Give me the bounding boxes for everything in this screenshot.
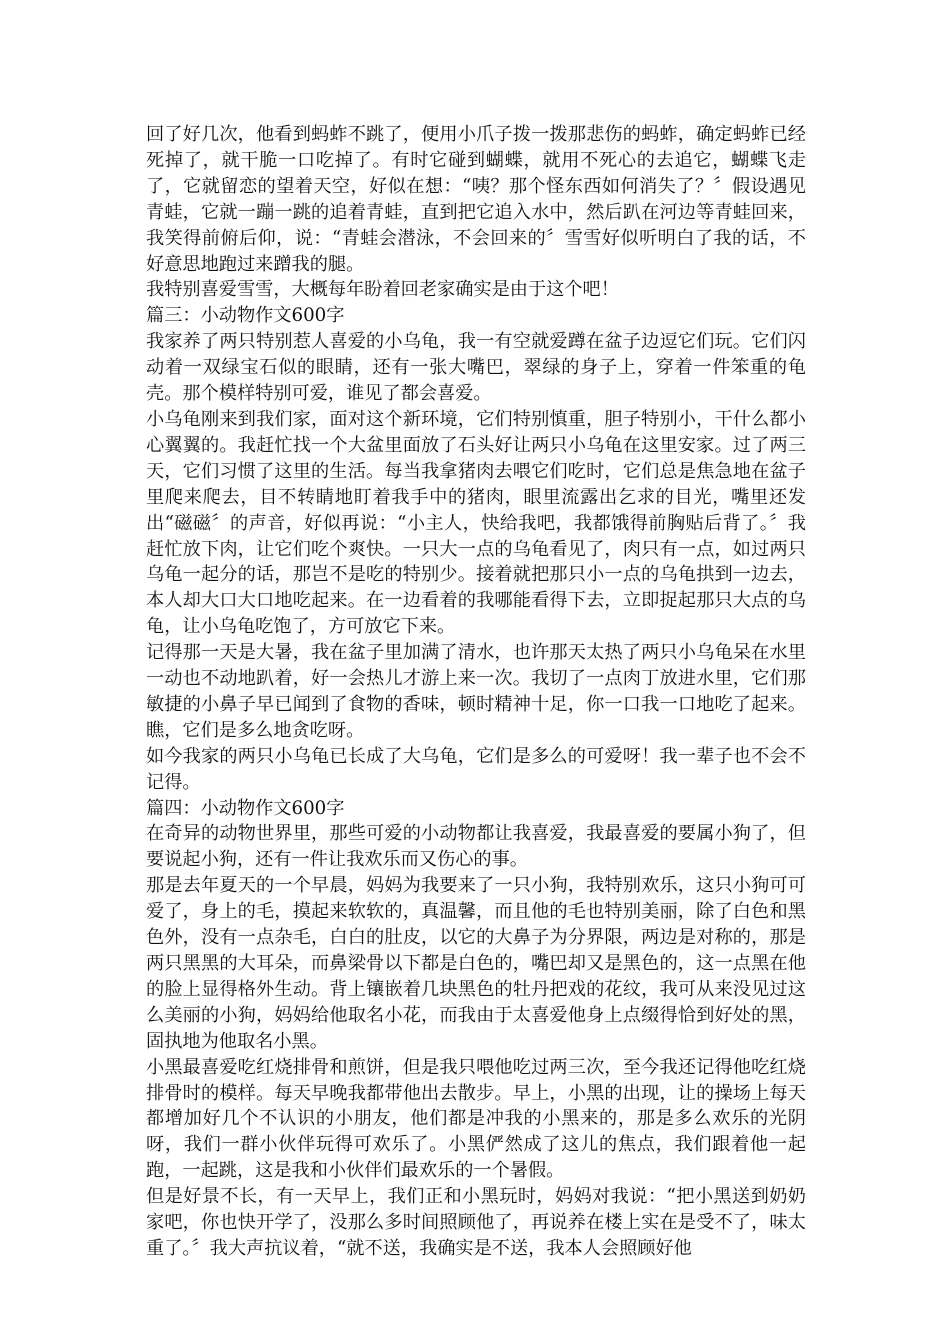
paragraph-2: 我特别喜爱雪雪，大概每年盼着回老家确实是由于这个吧！ bbox=[146, 279, 619, 301]
paragraph-12: 但是好景不长，有一天早上，我们正和小黑玩时，妈妈对我说：“把小黑送到奶奶家吧，你也快开学了，没那么多时间照顾他了，再说养在楼上实在是受不了，味太重了。〞我大声抗议着，“就不送，我确实是不送，我本人会照顾好他 bbox=[146, 1186, 806, 1259]
paragraph-9: 在奇异的动物世界里，那些可爱的小动物都让我喜爱，我最喜爱的要属小狗了，但要说起小狗，还有一件让我欢乐而又伤心的事。 bbox=[146, 823, 806, 871]
paragraph-5: 小乌龟刚来到我们家，面对这个新环境，它们特别慎重，胆子特别小，干什么都小心翼翼的。我赶忙找一个大盆里面放了石头好让两只小乌龟在这里安家。过了两三天，它们习惯了这里的生活。每当我拿猪肉去喂它们吃时，它们总是焦急地在盆子里爬来爬去，目不转睛地盯着我手中的猪肉，眼里流露出乞求的目光，嘴里还发出“磁磁〞的声音，好似再说：“小主人，快给我吧，我都饿得前胸贴后背了。〞我赶忙放下肉，让它们吃个爽快。一只大一点的乌龟看见了，肉只有一点，如过两只乌龟一起分的话，那岂不是吃的特别少。接着就把那只小一点的乌龟拱到一边去，本人却大口大口地吃起来。在一边看着的我哪能看得下去，立即捉起那只大点的乌龟，让小乌龟吃饱了，方可放它下来。 bbox=[146, 408, 806, 638]
paragraph-10: 那是去年夏天的一个早晨，妈妈为我要来了一只小狗，我特别欢乐，这只小狗可可爱了，身上的毛，摸起来软软的，真温馨，而且他的毛也特别美丽，除了白色和黑色外，没有一点杂毛，白白的肚皮，以它的大鼻子为分界限，两边是对称的，那是两只黑黑的大耳朵，而鼻梁骨以下都是白色的，嘴巴却又是黑色的，这一点黑在他的脸上显得格外生动。背上镶嵌着几块黑色的牡丹把戏的花纹，我可从来没见过这么美丽的小狗，妈妈给他取名小花，而我由于太喜爱他身上点缀得恰到好处的黑，固执地为他取名小黑。 bbox=[146, 875, 806, 1052]
paragraph-4: 我家养了两只特别惹人喜爱的小乌龟，我一有空就爱蹲在盆子边逗它们玩。它们闪动着一双绿宝石似的眼睛，还有一张大嘴巴，翠绿的身子上，穿着一件笨重的龟壳。那个模样特别可爱，谁见了都会喜爱。 bbox=[146, 331, 806, 405]
paragraph-11: 小黑最喜爱吃红烧排骨和煎饼，但是我只喂他吃过两三次，至今我还记得他吃红烧排骨时的模样。每天早晚我都带他出去散步。早上，小黑的出现，让的操场上每天都增加好几个不认识的小朋友，他们都是冲我的小黑来的，那是多么欢乐的光阴呀，我们一群小伙伴玩得可欢乐了。小黑俨然成了这儿的焦点，我们跟着他一起跑，一起跳，这是我和小伙伴们最欢乐的一个暑假。 bbox=[146, 1056, 806, 1182]
paragraph-7: 如今我家的两只小乌龟已长成了大乌龟，它们是多么的可爱呀！我一辈子也不会不记得。 bbox=[146, 745, 806, 793]
paragraph-6: 记得那一天是大暑，我在盆子里加满了清水，也许那天太热了两只小乌龟呆在水里一动也不动地趴着，好一会热儿才游上来一次。我切了一点肉丁放进水里，它们那敏捷的小鼻子早已闻到了食物的香味，顿时精神十足，你一口我一口地吃了起来。瞧，它们是多么地贪吃呀。 bbox=[146, 642, 806, 741]
document-body bbox=[146, 122, 806, 1262]
paragraph-1: 回了好几次，他看到蚂蚱不跳了，便用小爪子拨一拨那悲伤的蚂蚱，确定蚂蚱已经死掉了，就干脆一口吃掉了。有时它碰到蝴蝶，就用不死心的去追它，蝴蝶飞走了，它就留恋的望着天空，好似在想：“咦？那个怪东西如何消失了？〞假设遇见青蛙，它就一蹦一跳的追着青蛙，直到把它追入水中，然后趴在河边等青蛙回来，我笑得前俯后仰，说：“青蛙会潜泳，不会回来的〞雪雪好似听明白了我的话，不好意思地跑过来蹭我的腿。 bbox=[146, 124, 806, 275]
section-heading-3: 篇三：小动物作文600字 bbox=[146, 305, 345, 327]
section-heading-4: 篇四：小动物作文600字 bbox=[146, 797, 345, 819]
